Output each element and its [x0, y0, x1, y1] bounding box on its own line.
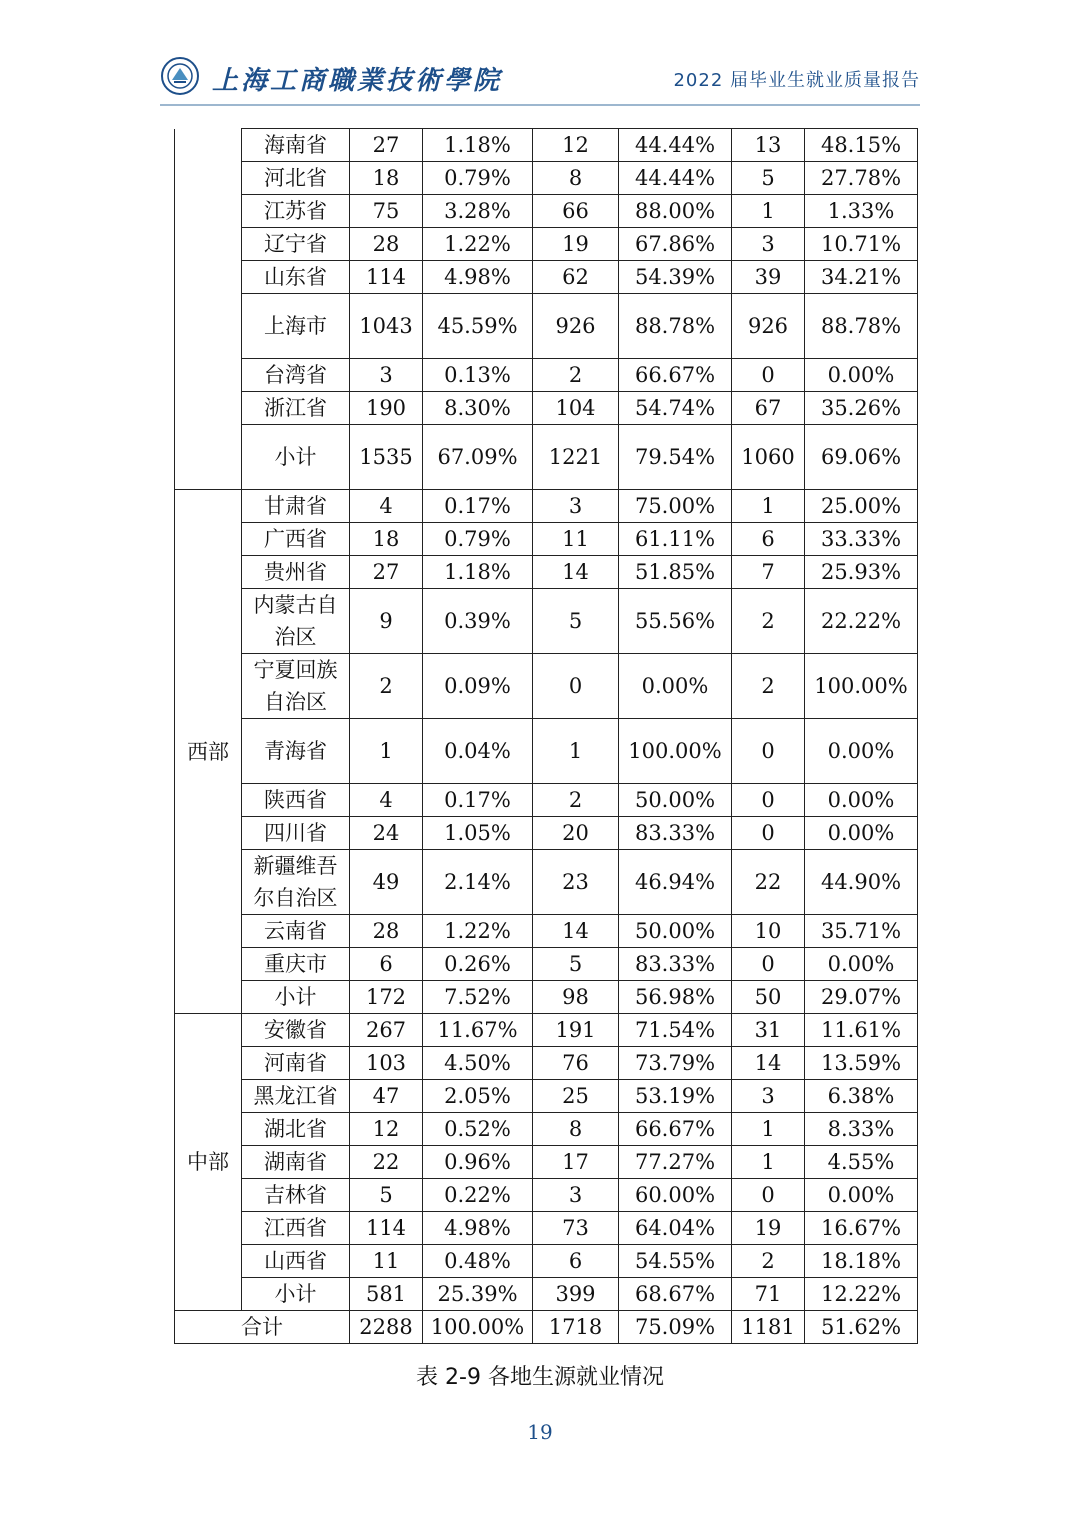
value-cell: 1535 [350, 425, 423, 490]
value-cell: 3 [350, 359, 423, 392]
value-cell: 1 [732, 1113, 805, 1146]
value-cell: 0.26% [423, 948, 533, 981]
value-cell: 13 [732, 129, 805, 162]
region-cell: 西部 [175, 490, 242, 1014]
province-cell: 云南省 [242, 915, 350, 948]
value-cell: 44.90% [805, 850, 918, 915]
province-cell: 浙江省 [242, 392, 350, 425]
province-cell: 甘肃省 [242, 490, 350, 523]
value-cell: 18.18% [805, 1245, 918, 1278]
value-cell: 35.71% [805, 915, 918, 948]
value-cell: 3 [533, 490, 619, 523]
value-cell: 67 [732, 392, 805, 425]
value-cell: 4 [350, 784, 423, 817]
province-cell: 重庆市 [242, 948, 350, 981]
table-row [175, 1245, 918, 1278]
table-row [175, 850, 918, 915]
table-row [175, 948, 918, 981]
value-cell: 4.50% [423, 1047, 533, 1080]
value-cell: 1.22% [423, 228, 533, 261]
value-cell: 5 [533, 589, 619, 654]
province-cell: 内蒙古自治区 [242, 589, 350, 654]
value-cell: 2 [732, 1245, 805, 1278]
value-cell: 1221 [533, 425, 619, 490]
value-cell: 44.44% [619, 162, 732, 195]
total-value-cell: 75.09% [619, 1311, 732, 1344]
value-cell: 3 [732, 1080, 805, 1113]
value-cell: 24 [350, 817, 423, 850]
table-row [175, 817, 918, 850]
value-cell: 190 [350, 392, 423, 425]
value-cell: 76 [533, 1047, 619, 1080]
value-cell: 50.00% [619, 784, 732, 817]
value-cell: 6.38% [805, 1080, 918, 1113]
table-row [175, 1080, 918, 1113]
value-cell: 54.74% [619, 392, 732, 425]
value-cell: 1.33% [805, 195, 918, 228]
value-cell: 0.17% [423, 490, 533, 523]
value-cell: 0.00% [805, 817, 918, 850]
value-cell: 6 [732, 523, 805, 556]
value-cell: 45.59% [423, 294, 533, 359]
value-cell: 114 [350, 261, 423, 294]
province-cell: 湖南省 [242, 1146, 350, 1179]
value-cell: 100.00% [805, 654, 918, 719]
province-cell: 山西省 [242, 1245, 350, 1278]
value-cell: 1.18% [423, 129, 533, 162]
value-cell: 8.33% [805, 1113, 918, 1146]
value-cell: 22.22% [805, 589, 918, 654]
total-value-cell: 51.62% [805, 1311, 918, 1344]
table-row [175, 523, 918, 556]
province-cell: 小计 [242, 981, 350, 1014]
province-cell: 四川省 [242, 817, 350, 850]
value-cell: 2.14% [423, 850, 533, 915]
table-row [175, 1047, 918, 1080]
table-row [175, 915, 918, 948]
total-row [175, 1311, 918, 1344]
value-cell: 60.00% [619, 1179, 732, 1212]
value-cell: 19 [533, 228, 619, 261]
value-cell: 75.00% [619, 490, 732, 523]
value-cell: 7.52% [423, 981, 533, 1014]
value-cell: 4.98% [423, 1212, 533, 1245]
value-cell: 98 [533, 981, 619, 1014]
value-cell: 18 [350, 523, 423, 556]
value-cell: 2 [533, 784, 619, 817]
value-cell: 69.06% [805, 425, 918, 490]
value-cell: 3 [533, 1179, 619, 1212]
value-cell: 11 [533, 523, 619, 556]
value-cell: 77.27% [619, 1146, 732, 1179]
table-row [175, 294, 918, 359]
province-cell: 广西省 [242, 523, 350, 556]
province-cell: 山东省 [242, 261, 350, 294]
value-cell: 926 [533, 294, 619, 359]
value-cell: 53.19% [619, 1080, 732, 1113]
total-value-cell: 1718 [533, 1311, 619, 1344]
value-cell: 11.61% [805, 1014, 918, 1047]
value-cell: 88.00% [619, 195, 732, 228]
value-cell: 31 [732, 1014, 805, 1047]
value-cell: 50.00% [619, 915, 732, 948]
value-cell: 28 [350, 915, 423, 948]
value-cell: 6 [350, 948, 423, 981]
value-cell: 17 [533, 1146, 619, 1179]
value-cell: 0.13% [423, 359, 533, 392]
province-cell: 新疆维吾尔自治区 [242, 850, 350, 915]
value-cell: 11 [350, 1245, 423, 1278]
value-cell: 0.48% [423, 1245, 533, 1278]
table-row [175, 981, 918, 1014]
value-cell: 12 [350, 1113, 423, 1146]
value-cell: 12 [533, 129, 619, 162]
table-row [175, 1146, 918, 1179]
value-cell: 61.11% [619, 523, 732, 556]
value-cell: 0.00% [619, 654, 732, 719]
value-cell: 49 [350, 850, 423, 915]
value-cell: 2 [732, 654, 805, 719]
value-cell: 83.33% [619, 948, 732, 981]
value-cell: 50 [732, 981, 805, 1014]
province-cell: 小计 [242, 1278, 350, 1311]
province-cell: 陕西省 [242, 784, 350, 817]
value-cell: 55.56% [619, 589, 732, 654]
school-logo-icon [160, 56, 200, 96]
value-cell: 267 [350, 1014, 423, 1047]
value-cell: 0 [533, 654, 619, 719]
value-cell: 11.67% [423, 1014, 533, 1047]
province-cell: 上海市 [242, 294, 350, 359]
value-cell: 0.00% [805, 948, 918, 981]
region-cell [175, 129, 242, 490]
value-cell: 33.33% [805, 523, 918, 556]
value-cell: 0 [732, 719, 805, 784]
value-cell: 3 [732, 228, 805, 261]
table-row [175, 162, 918, 195]
value-cell: 1 [533, 719, 619, 784]
value-cell: 0 [732, 948, 805, 981]
value-cell: 22 [350, 1146, 423, 1179]
value-cell: 67.86% [619, 228, 732, 261]
school-name: 上海工商職業技術學院 [212, 66, 503, 96]
value-cell: 88.78% [619, 294, 732, 359]
table-row [175, 1113, 918, 1146]
value-cell: 66 [533, 195, 619, 228]
value-cell: 1 [732, 490, 805, 523]
province-cell: 青海省 [242, 719, 350, 784]
value-cell: 8 [533, 1113, 619, 1146]
value-cell: 191 [533, 1014, 619, 1047]
page-number: 19 [527, 1420, 553, 1444]
value-cell: 64.04% [619, 1212, 732, 1245]
value-cell: 67.09% [423, 425, 533, 490]
table-row [175, 556, 918, 589]
employment-table [174, 128, 918, 1344]
province-cell: 海南省 [242, 129, 350, 162]
province-cell: 贵州省 [242, 556, 350, 589]
value-cell: 2 [732, 589, 805, 654]
province-cell: 河北省 [242, 162, 350, 195]
value-cell: 7 [732, 556, 805, 589]
value-cell: 0.52% [423, 1113, 533, 1146]
province-cell: 吉林省 [242, 1179, 350, 1212]
value-cell: 581 [350, 1278, 423, 1311]
total-value-cell: 1181 [732, 1311, 805, 1344]
value-cell: 4 [350, 490, 423, 523]
value-cell: 5 [533, 948, 619, 981]
value-cell: 16.67% [805, 1212, 918, 1245]
table-row [175, 1014, 918, 1047]
value-cell: 1043 [350, 294, 423, 359]
table-row [175, 195, 918, 228]
value-cell: 71 [732, 1278, 805, 1311]
value-cell: 100.00% [619, 719, 732, 784]
value-cell: 2.05% [423, 1080, 533, 1113]
value-cell: 9 [350, 589, 423, 654]
value-cell: 27 [350, 556, 423, 589]
value-cell: 25 [533, 1080, 619, 1113]
value-cell: 0.17% [423, 784, 533, 817]
value-cell: 68.67% [619, 1278, 732, 1311]
value-cell: 12.22% [805, 1278, 918, 1311]
value-cell: 44.44% [619, 129, 732, 162]
value-cell: 0.00% [805, 719, 918, 784]
value-cell: 25.00% [805, 490, 918, 523]
total-value-cell: 100.00% [423, 1311, 533, 1344]
value-cell: 73 [533, 1212, 619, 1245]
value-cell: 0 [732, 359, 805, 392]
value-cell: 4.55% [805, 1146, 918, 1179]
header-divider [160, 104, 920, 106]
province-cell: 辽宁省 [242, 228, 350, 261]
value-cell: 54.39% [619, 261, 732, 294]
table-row [175, 1179, 918, 1212]
table-row [175, 392, 918, 425]
province-cell: 台湾省 [242, 359, 350, 392]
value-cell: 0.09% [423, 654, 533, 719]
value-cell: 1 [350, 719, 423, 784]
value-cell: 54.55% [619, 1245, 732, 1278]
value-cell: 66.67% [619, 359, 732, 392]
value-cell: 5 [350, 1179, 423, 1212]
report-title: 2022 届毕业生就业质量报告 [673, 70, 920, 91]
value-cell: 34.21% [805, 261, 918, 294]
value-cell: 48.15% [805, 129, 918, 162]
value-cell: 14 [533, 556, 619, 589]
value-cell: 66.67% [619, 1113, 732, 1146]
value-cell: 1 [732, 195, 805, 228]
value-cell: 10 [732, 915, 805, 948]
total-value-cell: 2288 [350, 1311, 423, 1344]
province-cell: 江西省 [242, 1212, 350, 1245]
value-cell: 0.04% [423, 719, 533, 784]
province-cell: 黑龙江省 [242, 1080, 350, 1113]
total-label: 合计 [175, 1311, 350, 1344]
value-cell: 0 [732, 1179, 805, 1212]
table-caption: 表 2-9 各地生源就业情况 [416, 1365, 664, 1390]
table-row [175, 425, 918, 490]
table-row [175, 359, 918, 392]
value-cell: 0.79% [423, 162, 533, 195]
value-cell: 0.00% [805, 784, 918, 817]
table-row [175, 784, 918, 817]
value-cell: 0.00% [805, 359, 918, 392]
value-cell: 25.93% [805, 556, 918, 589]
value-cell: 1.05% [423, 817, 533, 850]
value-cell: 1 [732, 1146, 805, 1179]
value-cell: 79.54% [619, 425, 732, 490]
value-cell: 104 [533, 392, 619, 425]
value-cell: 14 [732, 1047, 805, 1080]
value-cell: 56.98% [619, 981, 732, 1014]
table-row [175, 261, 918, 294]
table-row [175, 1212, 918, 1245]
value-cell: 103 [350, 1047, 423, 1080]
value-cell: 5 [732, 162, 805, 195]
province-cell: 湖北省 [242, 1113, 350, 1146]
value-cell: 73.79% [619, 1047, 732, 1080]
value-cell: 8.30% [423, 392, 533, 425]
value-cell: 28 [350, 228, 423, 261]
value-cell: 88.78% [805, 294, 918, 359]
value-cell: 0.39% [423, 589, 533, 654]
province-cell: 江苏省 [242, 195, 350, 228]
value-cell: 0 [732, 784, 805, 817]
value-cell: 0 [732, 817, 805, 850]
table-row [175, 228, 918, 261]
value-cell: 62 [533, 261, 619, 294]
value-cell: 8 [533, 162, 619, 195]
page-header [160, 56, 920, 100]
value-cell: 1.18% [423, 556, 533, 589]
value-cell: 13.59% [805, 1047, 918, 1080]
value-cell: 27.78% [805, 162, 918, 195]
value-cell: 3.28% [423, 195, 533, 228]
value-cell: 926 [732, 294, 805, 359]
value-cell: 1.22% [423, 915, 533, 948]
value-cell: 0.96% [423, 1146, 533, 1179]
table-row [175, 129, 918, 162]
region-cell: 中部 [175, 1014, 242, 1311]
value-cell: 10.71% [805, 228, 918, 261]
table-row [175, 589, 918, 654]
province-cell: 安徽省 [242, 1014, 350, 1047]
table-row [175, 654, 918, 719]
value-cell: 6 [533, 1245, 619, 1278]
value-cell: 35.26% [805, 392, 918, 425]
value-cell: 29.07% [805, 981, 918, 1014]
value-cell: 46.94% [619, 850, 732, 915]
value-cell: 25.39% [423, 1278, 533, 1311]
value-cell: 399 [533, 1278, 619, 1311]
value-cell: 114 [350, 1212, 423, 1245]
value-cell: 0.79% [423, 523, 533, 556]
value-cell: 14 [533, 915, 619, 948]
table-row [175, 719, 918, 784]
value-cell: 20 [533, 817, 619, 850]
value-cell: 75 [350, 195, 423, 228]
value-cell: 2 [533, 359, 619, 392]
value-cell: 0.00% [805, 1179, 918, 1212]
table-row [175, 490, 918, 523]
value-cell: 39 [732, 261, 805, 294]
value-cell: 18 [350, 162, 423, 195]
value-cell: 51.85% [619, 556, 732, 589]
value-cell: 83.33% [619, 817, 732, 850]
value-cell: 22 [732, 850, 805, 915]
value-cell: 27 [350, 129, 423, 162]
province-cell: 河南省 [242, 1047, 350, 1080]
table-row [175, 1278, 918, 1311]
value-cell: 23 [533, 850, 619, 915]
province-cell: 宁夏回族自治区 [242, 654, 350, 719]
value-cell: 4.98% [423, 261, 533, 294]
value-cell: 71.54% [619, 1014, 732, 1047]
value-cell: 2 [350, 654, 423, 719]
value-cell: 1060 [732, 425, 805, 490]
value-cell: 47 [350, 1080, 423, 1113]
value-cell: 0.22% [423, 1179, 533, 1212]
value-cell: 172 [350, 981, 423, 1014]
province-cell: 小计 [242, 425, 350, 490]
value-cell: 19 [732, 1212, 805, 1245]
